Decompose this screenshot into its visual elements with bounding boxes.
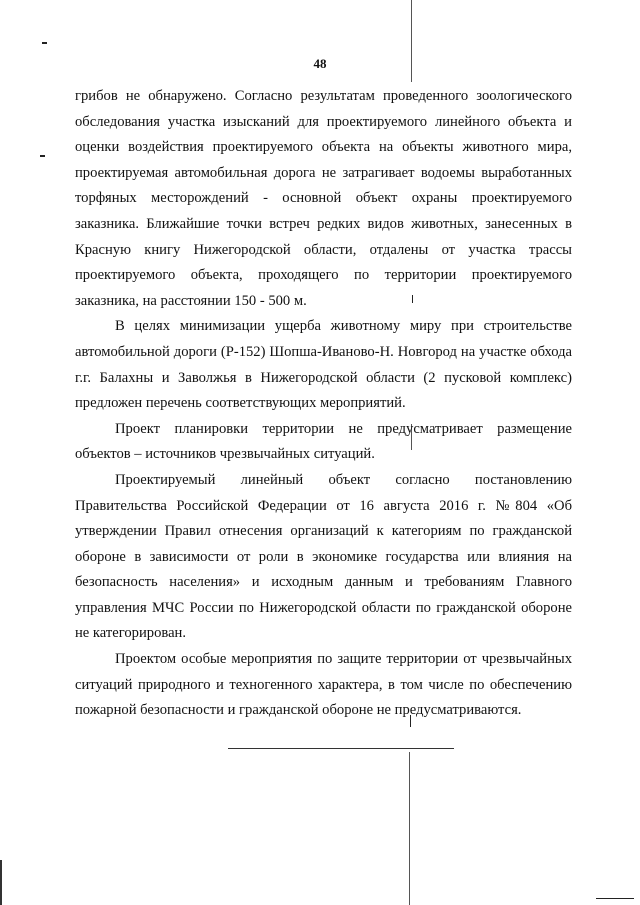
scan-line-bottom bbox=[409, 752, 410, 905]
scan-mark bbox=[42, 42, 47, 44]
paragraph: грибов не обнаружено. Согласно результатам проведенного зоологического обследования участка изысканий для проектируемого линейного объекта и оценки воздействия проектируемого объекта на объекты животного мира, проектируемая автомобильная дорога не затрагивает водоемы выработанных торфяных месторождений - основной объект охраны проектируемого заказника. Ближайшие точки встреч редких видов животных, занесенных в Красную книгу Нижегородской области, отдалены от участка трассы проектируемого объекта, проходящего по территории проектируемого заказника, на расстоянии 150 - 500 м. bbox=[75, 88, 572, 309]
paragraph: Проектом особые мероприятия по защите территории от чрезвычайных ситуаций природного и техногенного характера, в том числе по обеспечению пожарной безопасности и гражданской обороне не предусматриваются. bbox=[75, 651, 572, 719]
footer-divider bbox=[228, 748, 454, 749]
scan-mark bbox=[40, 155, 45, 157]
paragraph: Проект планировки территории не предусматривает размещение объектов – источников чрезвычайных ситуаций. bbox=[75, 420, 572, 463]
scan-edge-left bbox=[0, 860, 2, 905]
page-number: 48 bbox=[313, 56, 327, 71]
body-text bbox=[75, 84, 572, 724]
scan-mark bbox=[596, 898, 634, 899]
paragraph: В целях минимизации ущерба животному миру при строительстве автомобильной дороги (Р-152) Шопша-Иваново-Н. Новгород на участке обхода г.г. Балахны и Заволжья в Нижегородской области (2 пусковой комплекс) предложен перечень соответствующих мероприятий. bbox=[75, 318, 572, 412]
paragraph: Проектируемый линейный объект согласно постановлению Правительства Российской Федерации от 16 августа 2016 г. №804 «Об утверждении Правил отнесения организаций к категориям по гражданской обороне в зависимости от роли в экономике государства или влияния на безопасность населения» и исходным данным и требованиям Главного управления МЧС России по Нижегородской области по гражданской обороне не категорирован. bbox=[75, 471, 572, 642]
